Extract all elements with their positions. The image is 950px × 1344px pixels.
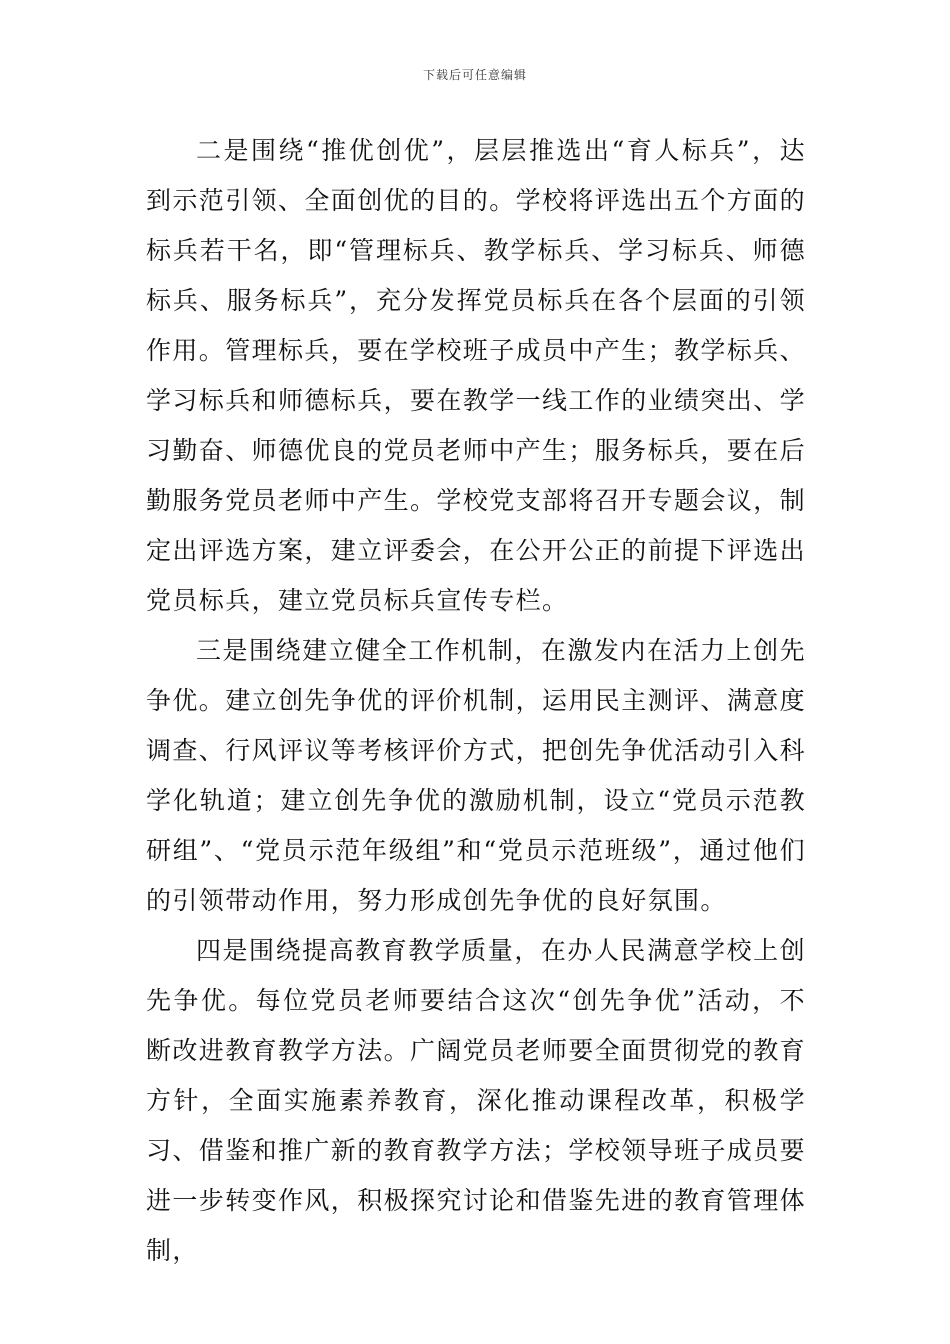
paragraph-3: 三是围绕建立健全工作机制，在激发内在活力上创先争优。建立创先争优的评价机制，运用民主测评、满意度调查、行风评议等考核评价方式，把创先争优活动引入科学化轨道；建立创先争优的激励机制，设立“党员示范教研组”、“党员示范年级组”和“党员示范班级”，通过他们的引领带动作用，努力形成创先争优的良好氛围。: [146, 636, 807, 915]
paragraph-4: 四是围绕提高教育教学质量，在办人民满意学校上创先争优。每位党员老师要结合这次“创先争优”活动，不断改进教育教学方法。广阔党员老师要全面贯彻党的教育方针，全面实施素养教育，深化推动课程改革，积极学习、借鉴和推广新的教育教学方法；学校领导班子成员要进一步转变作风，积极探究讨论和借鉴先进的教育管理体制，: [146, 936, 807, 1265]
paragraph-2: 二是围绕“推优创优”，层层推选出“育人标兵”，达到示范引领、全面创优的目的。学校将评选出五个方面的标兵若干名，即“管理标兵、教学标兵、学习标兵、师德标兵、服务标兵”，充分发挥党员标兵在各个层面的引领作用。管理标兵，要在学校班子成员中产生；教学标兵、学习标兵和师德标兵，要在教学一线工作的业绩突出、学习勤奋、师德优良的党员老师中产生；服务标兵，要在后勤服务党员老师中产生。学校党支部将召开专题会议，制定出评选方案，建立评委会，在公开公正的前提下评选出党员标兵，建立党员标兵宣传专栏。: [146, 136, 807, 615]
header-note: 下载后可任意编辑: [422, 68, 527, 82]
document-body: [146, 126, 806, 1276]
